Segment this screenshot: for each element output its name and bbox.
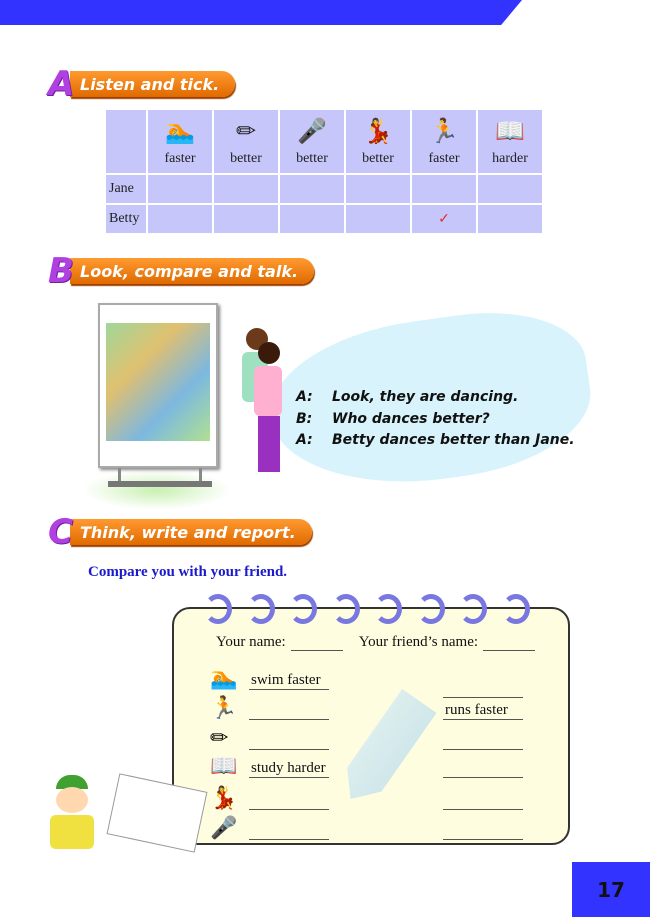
tick-mark-icon: ✓ xyxy=(438,211,450,227)
your-answer-field[interactable] xyxy=(249,792,329,810)
dancing-icon: 💃 xyxy=(210,786,238,811)
running-icon: 🏃 xyxy=(429,119,459,145)
speaker: A: xyxy=(296,432,313,448)
studying-icon: 📖 xyxy=(495,119,525,145)
swimming-icon: 🏊 xyxy=(210,666,238,691)
tick-cell[interactable] xyxy=(477,204,543,234)
column-label: better xyxy=(296,151,328,166)
section-a-header xyxy=(48,64,235,104)
friend-answer-field[interactable]: runs faster xyxy=(443,702,523,720)
your-name-label: Your name: xyxy=(216,634,286,650)
dialogue-line xyxy=(296,430,575,452)
drawing-icon: ✏ xyxy=(210,726,229,751)
section-title: Think, write and report. xyxy=(70,519,312,545)
your-answer-field[interactable] xyxy=(249,732,329,750)
studying-icon: 📖 xyxy=(210,754,238,779)
column-label: faster xyxy=(164,151,196,166)
ring-icon xyxy=(417,594,445,624)
tick-cell[interactable] xyxy=(147,174,213,204)
dialogue-line xyxy=(296,387,575,409)
friend-name-input[interactable] xyxy=(483,637,535,651)
top-banner xyxy=(0,0,522,25)
column-header xyxy=(477,109,543,174)
row-name: Betty xyxy=(105,204,147,234)
corner-cell xyxy=(105,109,147,174)
swimming-icon: 🏊 xyxy=(165,119,195,145)
poster-pictures xyxy=(106,323,210,441)
column-label: better xyxy=(362,151,394,166)
boy-illustration xyxy=(44,775,104,860)
friend-name-label: Your friend’s name: xyxy=(358,634,479,650)
drawing-icon: ✏ xyxy=(235,119,257,145)
column-header xyxy=(279,109,345,174)
ring-icon xyxy=(332,594,360,624)
column-header xyxy=(411,109,477,174)
table-row xyxy=(105,204,543,234)
your-answer-field[interactable]: swim faster xyxy=(249,672,329,690)
friend-answer-field[interactable] xyxy=(443,822,523,840)
ring-icon xyxy=(247,594,275,624)
column-header xyxy=(345,109,411,174)
tick-cell[interactable] xyxy=(279,174,345,204)
line-text: Who dances better? xyxy=(332,410,490,427)
column-header xyxy=(147,109,213,174)
listen-tick-table xyxy=(104,108,544,235)
poster-stand xyxy=(118,468,202,482)
your-answer-field[interactable] xyxy=(249,702,329,720)
line-text: Betty dances better than Jane. xyxy=(332,432,575,448)
section-c-header xyxy=(48,512,312,552)
column-header xyxy=(213,109,279,174)
dancing-icon: 💃 xyxy=(363,119,393,145)
notebook-rings xyxy=(204,594,530,624)
page-number: 17 xyxy=(572,862,650,917)
friend-answer-field[interactable] xyxy=(443,732,523,750)
names-row xyxy=(216,634,535,651)
section-title: Look, compare and talk. xyxy=(70,258,314,284)
instruction: Compare you with your friend. xyxy=(88,564,288,580)
tick-cell[interactable] xyxy=(213,204,279,234)
children-illustration xyxy=(232,328,292,478)
poster-stand-base xyxy=(108,481,212,487)
your-name-input[interactable] xyxy=(291,637,343,651)
speaker: A: xyxy=(296,389,313,405)
ring-icon xyxy=(289,594,317,624)
running-icon: 🏃 xyxy=(210,696,238,721)
dialogue-line xyxy=(296,409,575,431)
table-row xyxy=(105,174,543,204)
row-name: Jane xyxy=(105,174,147,204)
tick-cell[interactable] xyxy=(279,204,345,234)
friend-answer-field[interactable] xyxy=(443,680,523,698)
tick-cell[interactable] xyxy=(411,204,477,234)
column-label: harder xyxy=(492,151,528,166)
column-label: better xyxy=(230,151,262,166)
ring-icon xyxy=(502,594,530,624)
friend-answer-field[interactable] xyxy=(443,760,523,778)
ring-icon xyxy=(459,594,487,624)
textbook-poster-illustration xyxy=(98,303,218,468)
speaker: B: xyxy=(296,410,313,427)
section-letter: A xyxy=(48,64,75,104)
tick-cell[interactable] xyxy=(213,174,279,204)
tick-cell[interactable] xyxy=(477,174,543,204)
your-answer-field[interactable]: study harder xyxy=(249,760,329,778)
ring-icon xyxy=(374,594,402,624)
tick-cell[interactable] xyxy=(345,204,411,234)
friend-answer-field[interactable] xyxy=(443,792,523,810)
ring-icon xyxy=(204,594,232,624)
singing-icon: 🎤 xyxy=(297,119,327,145)
line-text: Look, they are dancing. xyxy=(332,389,519,405)
section-title: Listen and tick. xyxy=(70,71,235,97)
tick-cell[interactable] xyxy=(345,174,411,204)
tick-cell[interactable] xyxy=(411,174,477,204)
section-b-header xyxy=(48,251,314,291)
singing-icon: 🎤 xyxy=(210,816,238,841)
tick-cell[interactable] xyxy=(147,204,213,234)
column-label: faster xyxy=(428,151,460,166)
section-letter: C xyxy=(48,512,73,552)
section-letter: B xyxy=(48,251,74,291)
your-answer-field[interactable] xyxy=(249,822,329,840)
dialogue xyxy=(296,387,575,452)
